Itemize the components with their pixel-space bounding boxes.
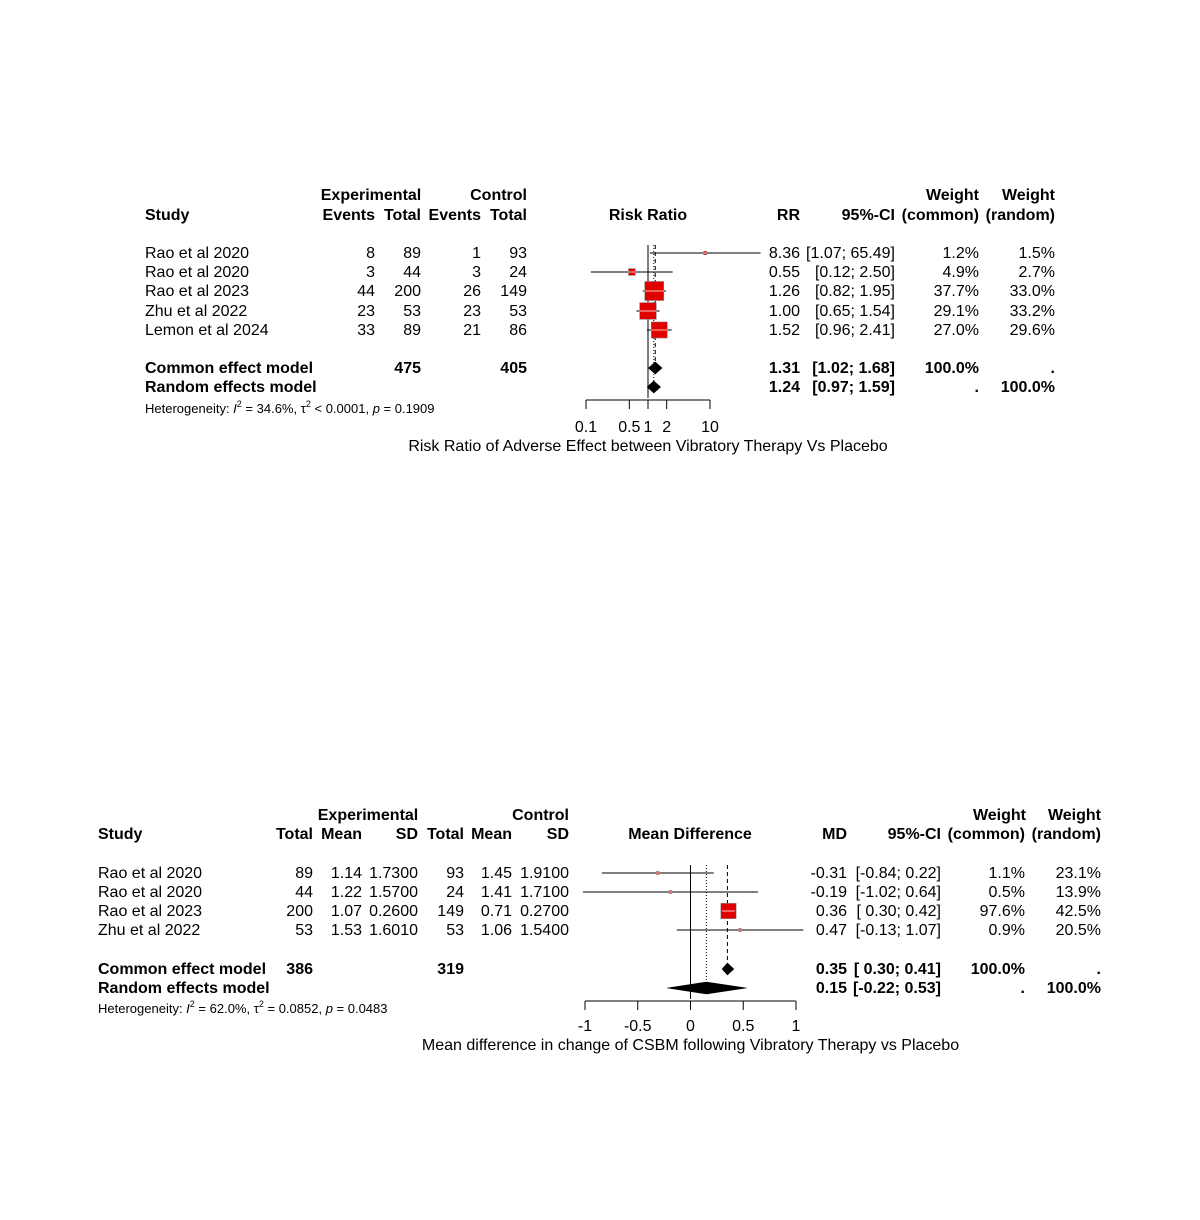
plot2-common-model-estimate: 0.35 [815,961,847,978]
plot2-study-value: 149 [437,903,464,920]
plot1-study-estimate: 1.00 [768,303,800,320]
plot2-study-name: Rao et al 2023 [98,903,203,920]
plot1-study-weight-random: 33.2% [1009,303,1055,320]
plot2-header-experimental: Experimental [317,807,419,824]
plot1-study-value: 3 [472,264,481,281]
plot1-study-value: 44 [357,283,375,300]
plot1-random-model-weight-random: 100.0% [1000,379,1055,396]
plot2-study-value: 1.5400 [520,922,569,939]
plot1-study-value: 200 [394,283,421,300]
plot1-header-weight-random-label: (random) [985,207,1055,224]
plot2-study-value: 24 [446,884,464,901]
plot2-study-value: 53 [295,922,313,939]
plot2-common-model-label: Common effect model [98,961,267,978]
plot2-x-axis-tick-label: -1 [577,1018,593,1035]
plot1-study-value: 44 [403,264,421,281]
plot2-header-plot-label: Mean Difference [628,826,752,843]
plot2-study-name: Zhu et al 2022 [98,922,201,939]
plot1-study-ci-text: [1.07; 65.49] [806,245,895,262]
plot2-x-axis-tick-label: 0 [686,1018,695,1035]
plot1-header-col-events: Events [428,207,481,224]
plot1-study-value: 1 [472,245,481,262]
plot2-header-ci: 95%-CI [887,826,941,843]
plot1-random-model-label: Random effects model [145,379,317,396]
plot1-common-model-total: 475 [394,360,421,377]
plot1-heterogeneity-text: Heterogeneity: $I^2 = 34.6\%$, $\tau^2 < 0.0001$, p = 0.1909 [145,399,435,416]
plot2-header-col-total: Total [275,826,313,843]
plot2-study-value: 1.22 [330,884,362,901]
plot1-study-weight-random: 29.6% [1009,322,1055,339]
plot1-study-name: Rao et al 2020 [145,264,250,281]
plot1-study-value: 93 [509,245,527,262]
plot1-header-plot-label: Risk Ratio [608,207,688,224]
plot1-study-name: Rao et al 2023 [145,283,250,300]
plot1-header-col-total: Total [489,207,527,224]
plot2-study-value: 1.9100 [520,865,569,882]
plot1-study-value: 24 [509,264,527,281]
plot1-common-model-weight-common: 100.0% [924,360,979,377]
plot2-study-value: 1.41 [480,884,512,901]
plot2-header-control: Control [512,807,569,824]
plot1-study-weight-common: 37.7% [933,283,979,300]
plot1-header-estimate: RR [776,207,800,224]
plot2-study-value: 0.2700 [520,903,569,920]
plot2-common-model-total: 386 [286,961,313,978]
plot2-x-axis-tick-label: 1 [791,1018,801,1035]
plot2-header-col-mean: Mean [321,826,362,843]
plot2-study-value: 44 [295,884,313,901]
plot1-common-model-ci: [1.02; 1.68] [812,360,895,377]
plot1-x-axis-tick-label: 0.1 [574,419,598,436]
plot1-x-axis-tick-label: 1 [643,419,653,436]
plot2-header-weight-common: Weight [972,807,1026,824]
plot1-study-value: 8 [366,245,375,262]
plot2-study-value: 1.7300 [369,865,418,882]
plot2-study-ci-text: [-0.84; 0.22] [855,865,941,882]
plot2-study-value: 1.6010 [369,922,418,939]
plot2-study-value: 1.06 [480,922,512,939]
plot2-study-value: 1.45 [480,865,512,882]
plot1-header-weight-common-label: (common) [901,207,979,224]
plot2-heterogeneity-text: Heterogeneity: $I^2 = 62.0\%$, $\tau^2 = 0.0852$, p = 0.0483 [98,999,388,1016]
plot1-study-value: 89 [403,322,421,339]
plot1-x-axis-title: Risk Ratio of Adverse Effect between Vibratory Therapy Vs Placebo [408,438,888,455]
plot2-header-col-total: Total [426,826,464,843]
plot1-header-ci: 95%-CI [841,207,895,224]
plot1-study-estimate: 0.55 [768,264,800,281]
plot2-study-estimate: 0.47 [815,922,847,939]
plot2-random-model-weight-common: . [1020,980,1025,997]
plot1-study-estimate: 1.52 [768,322,800,339]
plot2-common-model-total: 319 [437,961,464,978]
plot1-study-value: 33 [357,322,375,339]
plot2-common-model-diamond [722,963,734,975]
plot1-common-model-weight-random: . [1050,360,1055,377]
plot2-study-estimate: -0.31 [810,865,847,882]
plot1-common-model-total: 405 [500,360,527,377]
plot1-study-name: Lemon et al 2024 [145,322,269,339]
plot1-study-value: 23 [357,303,375,320]
plot2-header-col-sd: SD [546,826,569,843]
plot2-study-ci-text: [ 0.30; 0.42] [856,903,941,920]
plot1-header-weight-random: Weight [1001,187,1055,204]
plot2-study-weight-common: 0.9% [988,922,1025,939]
plot1-study-weight-random: 2.7% [1018,264,1055,281]
plot2-random-model-estimate: 0.15 [815,980,847,997]
plot2-study-ci-text: [-0.13; 1.07] [855,922,941,939]
plot1-common-model-label: Common effect model [145,360,314,377]
plot2-study-weight-random: 20.5% [1055,922,1101,939]
plot2-random-model-diamond [667,982,746,994]
plot2-study-weight-common: 97.6% [979,903,1025,920]
plot1-x-axis-tick-label: 10 [701,419,719,436]
plot1-study-value: 3 [366,264,375,281]
plot2-study-value: 1.53 [330,922,362,939]
plot2-study-value: 1.14 [330,865,362,882]
plot2-study-estimate: -0.19 [810,884,847,901]
plot1-study-value: 26 [463,283,481,300]
plot2-study-ci-text: [-1.02; 0.64] [855,884,941,901]
plot2-header-weight-random-label: (random) [1031,826,1101,843]
plot2-random-model-ci: [-0.22; 0.53] [852,980,941,997]
plot2-header-weight-common-label: (common) [947,826,1025,843]
plot2-header-estimate: MD [822,826,847,843]
plot1-study-value: 53 [509,303,527,320]
plot1-study-name: Rao et al 2020 [145,245,250,262]
plot2-study-value: 1.07 [330,903,362,920]
plot2-random-model-weight-random: 100.0% [1046,980,1101,997]
plot2-study-name: Rao et al 2020 [98,884,203,901]
plot1-study-value: 86 [509,322,527,339]
plot1-header-experimental: Experimental [320,187,422,204]
plot1-study-weight-common: 4.9% [942,264,979,281]
plot1-study-value: 21 [463,322,481,339]
plot1-x-axis-tick-label: 0.5 [618,419,641,436]
plot1-header-col-total: Total [383,207,421,224]
plot2-study-value: 0.71 [480,903,512,920]
plot1-random-model-estimate: 1.24 [768,379,800,396]
plot1-study-ci-text: [0.12; 2.50] [814,264,895,281]
plot1-study-value: 23 [463,303,481,320]
plot2-x-axis-tick-label: 0.5 [732,1018,755,1035]
plot1-study-name: Zhu et al 2022 [145,303,248,320]
plot2-study-estimate: 0.36 [815,903,847,920]
plot2-header-col-mean: Mean [471,826,512,843]
plot1-common-model-estimate: 1.31 [768,360,800,377]
plot2-x-axis-tick-label: -0.5 [623,1018,652,1035]
plot1-header-study: Study [145,207,190,224]
plot1-study-estimate: 1.26 [768,283,800,300]
plot2-header-col-sd: SD [395,826,418,843]
plot1-study-weight-random: 33.0% [1009,283,1055,300]
plot1-x-axis-tick-label: 2 [662,419,672,436]
plot2-study-name: Rao et al 2020 [98,865,203,882]
plot1-header-weight-common: Weight [925,187,979,204]
plot2-study-weight-common: 0.5% [988,884,1025,901]
plot1-study-ci-text: [0.96; 2.41] [814,322,895,339]
plot1-random-model-weight-common: . [974,379,979,396]
plot1-random-model-diamond [647,381,660,393]
plot2-common-model-weight-common: 100.0% [970,961,1025,978]
plot2-study-weight-random: 23.1% [1055,865,1101,882]
plot1-header-control: Control [470,187,527,204]
plot1-header-col-events: Events [322,207,375,224]
plot2-study-value: 53 [446,922,464,939]
plot2-study-value: 200 [286,903,313,920]
plot2-header-weight-random: Weight [1047,807,1101,824]
plot2-common-model-ci: [ 0.30; 0.41] [853,961,941,978]
plot1-study-weight-random: 1.5% [1018,245,1055,262]
plot1-study-value: 149 [500,283,527,300]
plot1-study-weight-common: 29.1% [933,303,979,320]
plot2-x-axis-title: Mean difference in change of CSBM following Vibratory Therapy vs Placebo [421,1037,960,1054]
plot2-study-weight-common: 1.1% [988,865,1025,882]
plot2-study-value: 89 [295,865,313,882]
plot1-common-model-diamond [649,362,662,374]
plot1-study-estimate: 8.36 [768,245,800,262]
plot2-common-model-weight-random: . [1096,961,1101,978]
plot1-study-weight-common: 1.2% [942,245,979,262]
plot1-study-ci-text: [0.82; 1.95] [814,283,895,300]
plot2-study-value: 0.2600 [369,903,418,920]
plot2-study-value: 1.7100 [520,884,569,901]
plot2-header-study: Study [98,826,143,843]
plot2-random-model-label: Random effects model [98,980,270,997]
plot1-study-weight-common: 27.0% [933,322,979,339]
plot1-study-value: 89 [403,245,421,262]
plot2-study-value: 1.5700 [369,884,418,901]
plot1-study-ci-text: [0.65; 1.54] [814,303,895,320]
plot2-study-value: 93 [446,865,464,882]
plot2-study-weight-random: 42.5% [1055,903,1101,920]
plot1-study-value: 53 [403,303,421,320]
plot2-study-weight-random: 13.9% [1055,884,1101,901]
plot1-random-model-ci: [0.97; 1.59] [812,379,895,396]
